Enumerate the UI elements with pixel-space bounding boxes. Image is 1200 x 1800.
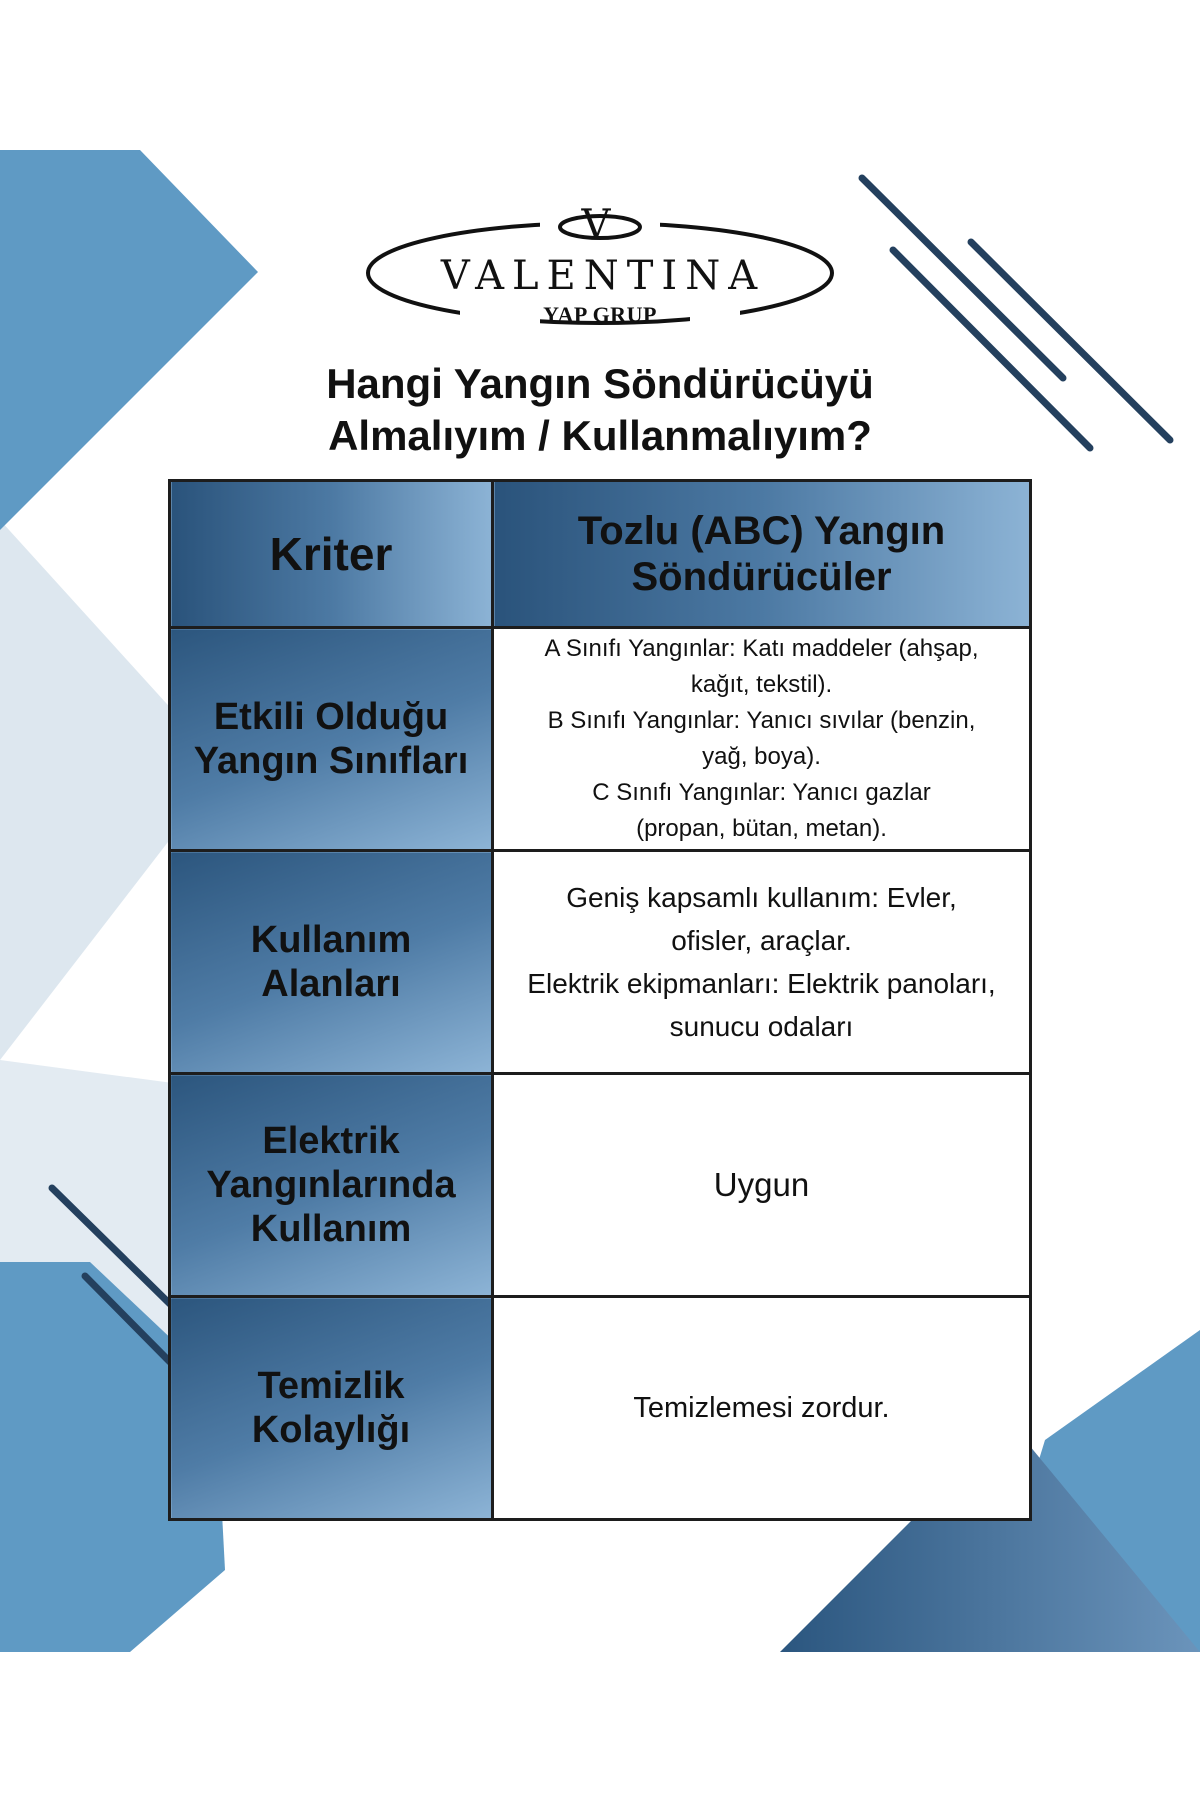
value-line: Temizlemesi zordur. (633, 1391, 890, 1424)
logo-subtitle: YAP GRUP (543, 302, 657, 327)
table-row (170, 851, 1031, 1074)
value-cell (493, 851, 1031, 1074)
criterion-line: Yangınlarında (206, 1164, 456, 1206)
logo-mark: V (581, 205, 619, 248)
criterion-line: Kullanım (250, 919, 412, 961)
value-line: kağıt, tekstil). (690, 671, 833, 698)
table-header-row (170, 481, 1031, 628)
value-cell (493, 628, 1031, 851)
logo-ellipse-gap-left (460, 300, 540, 330)
brand-logo (360, 205, 840, 340)
header-product-line-2: Söndürücüler (631, 555, 892, 599)
comparison-table (168, 479, 1032, 1521)
criterion-line: Kullanım (250, 1208, 412, 1250)
value-line: yağ, boya). (702, 743, 821, 770)
criterion-line: Yangın Sınıfları (193, 740, 469, 782)
value-line: Geniş kapsamlı kullanım: Evler, (566, 882, 957, 913)
value-cell (493, 1074, 1031, 1297)
page-title (180, 358, 1020, 462)
criterion-line: Etkili Olduğu (213, 696, 449, 738)
value-line: A Sınıfı Yangınlar: Katı maddeler (ahşap, (544, 635, 979, 662)
table-row (170, 628, 1031, 851)
value-line: Elektrik ekipmanları: Elektrik panoları, (527, 968, 996, 999)
value-cell (493, 1297, 1031, 1520)
criterion-cell (170, 1074, 493, 1297)
logo-name: VALENTINA (440, 253, 766, 299)
bg-blue-top-left (0, 150, 258, 530)
criterion-line: Alanları (261, 963, 401, 1005)
header-product (493, 481, 1031, 628)
value-line: (propan, bütan, metan). (636, 815, 887, 842)
criterion-cell (170, 628, 493, 851)
criterion-cell (170, 851, 493, 1074)
criterion-line: Kolaylığı (251, 1409, 411, 1451)
table-row (170, 1074, 1031, 1297)
title-line-2: Almalıyım / Kullanmalıyım? (328, 412, 872, 459)
title-line-1: Hangi Yangın Söndürücüyü (326, 360, 874, 407)
value-line: C Sınıfı Yangınlar: Yanıcı gazlar (592, 779, 931, 806)
value-line: B Sınıfı Yangınlar: Yanıcı sıvılar (benzin, (547, 707, 976, 734)
value-line: Uygun (713, 1166, 810, 1203)
header-criterion: Kriter (170, 481, 493, 628)
criterion-cell (170, 1297, 493, 1520)
header-product-line-1: Tozlu (ABC) Yangın (577, 509, 946, 553)
criterion-line: Temizlik (257, 1365, 405, 1407)
table-row (170, 1297, 1031, 1520)
logo-ellipse-gap-right (690, 300, 740, 330)
value-line: ofisler, araçlar. (671, 925, 852, 956)
value-line: sunucu odaları (669, 1011, 854, 1042)
criterion-line: Elektrik (262, 1120, 400, 1162)
